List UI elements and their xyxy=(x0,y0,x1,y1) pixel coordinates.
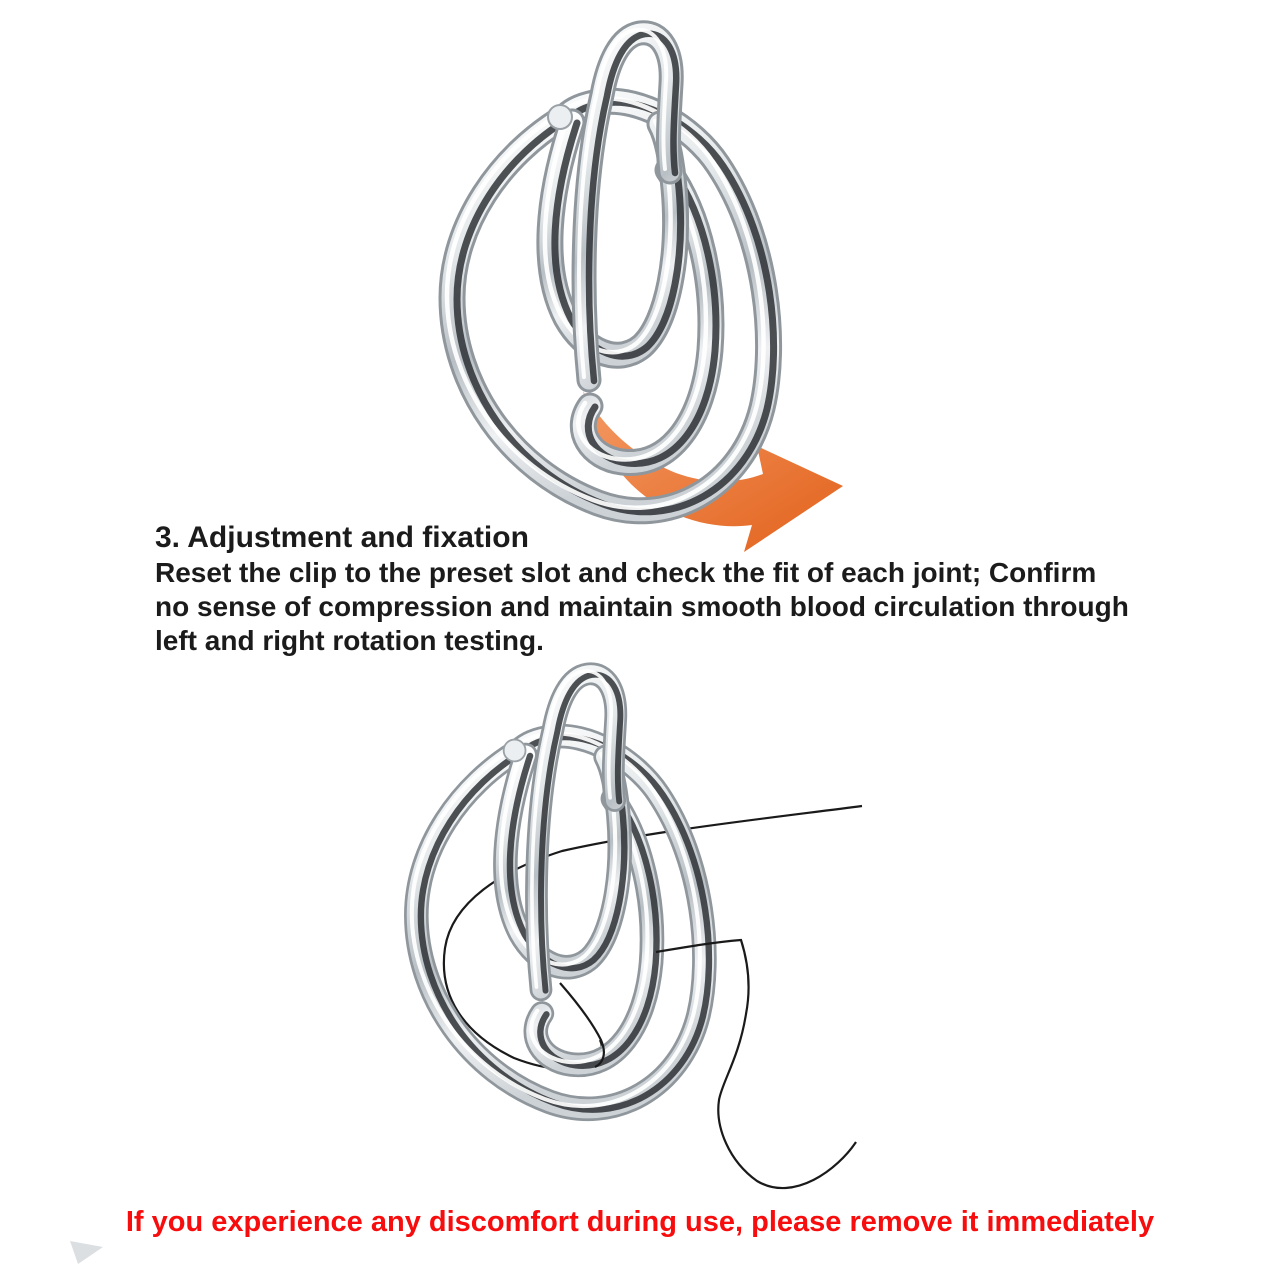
warning-text: If you experience any discomfort during use, please remove it immediately xyxy=(125,1206,1155,1238)
bottom-device-photo xyxy=(412,671,709,1110)
step-instructions xyxy=(155,520,1195,658)
step-body-line-2: no sense of compression and maintain smooth blood circulation through xyxy=(155,591,1129,622)
step-body-line-1: Reset the clip to the preset slot and check the fit of each joint; Confirm xyxy=(155,557,1097,588)
step-body-line-3: left and right rotation testing. xyxy=(155,625,544,656)
corner-watermark-arrow xyxy=(70,1241,103,1264)
step-heading: 3. Adjustment and fixation xyxy=(155,521,529,554)
